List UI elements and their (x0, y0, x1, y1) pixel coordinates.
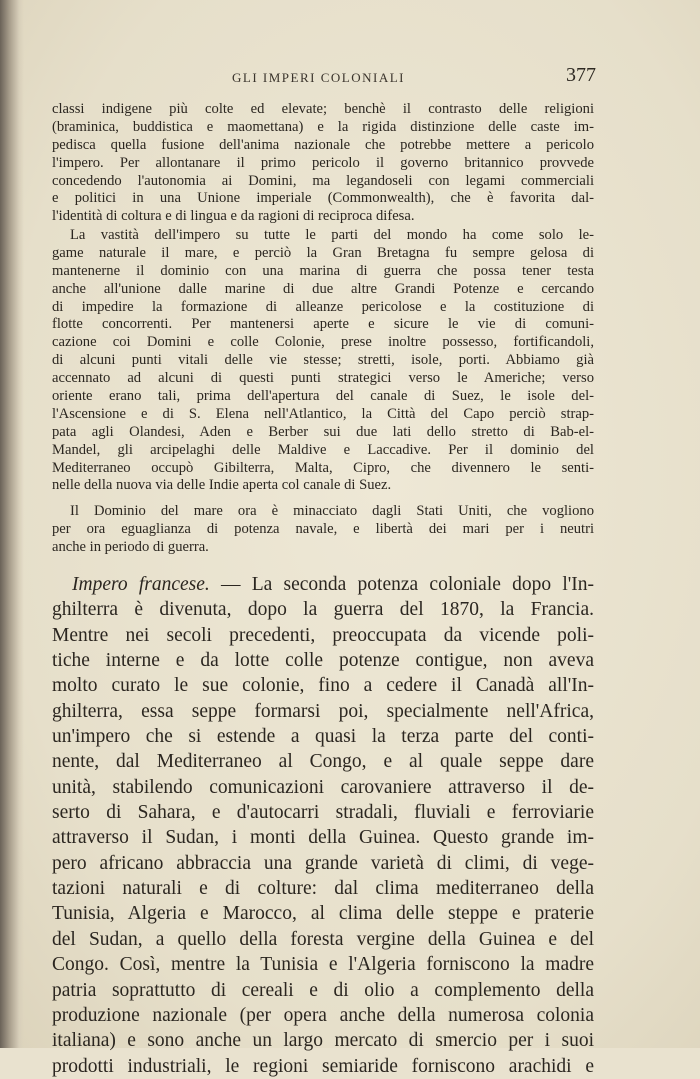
paragraph-2 (52, 227, 594, 495)
text-line: ghilterra è divenuta, dopo la guerra del 1870, la Francia. (52, 599, 594, 621)
text-line: mantenerne il dominio con una marina di guerra che possa tener testa (52, 262, 594, 279)
text-line: Mediterraneo occupò Gibilterra, Malta, Cipro, che divennero le senti- (52, 459, 594, 476)
text-line: l'identità di coltura e di lingua e da ragioni di reciproca difesa. (52, 208, 415, 225)
text-line: nelle della nuova via delle Indie aperta col canale di Suez. (52, 477, 392, 494)
text-line-rest: — La seconda potenza coloniale dopo l'In- (221, 574, 595, 595)
text-line: pedisca quella fusione dell'anima nazionale che potrebbe mettere a pericolo (52, 136, 594, 153)
page-number: 377 (566, 64, 596, 86)
text-line: Congo. Così, mentre la Tunisia e l'Algeria forniscono la madre (52, 954, 594, 976)
text-line: anche all'unione dalle marine di due altre Grandi Potenze e cercando (52, 280, 594, 297)
section-heading: Impero francese. (72, 574, 210, 595)
text-line: pero africano abbraccia una grande varietà di climi, di vege- (52, 852, 594, 874)
text-line: del Sudan, a quello della foresta vergine della Guinea e del (52, 928, 594, 950)
text-line: cazione coi Domini e colle Colonie, prese inoltre possesso, fortificandoli, (52, 334, 594, 351)
text-line: e politici in una Unione imperiale (Commonwealth), che è favorita dal- (52, 190, 594, 207)
text-line: (braminica, buddistica e maomettana) e la rigida distinzione delle caste im- (52, 118, 594, 135)
text-line: tazioni naturali e di colture: dal clima mediterraneo della (52, 878, 594, 900)
text-line: produzione nazionale (per opera anche della numerosa colonia (52, 1004, 594, 1026)
paragraph-3 (52, 503, 594, 557)
running-head: GLI IMPERI COLONIALI (232, 70, 405, 85)
text-line: ghilterra, essa seppe formarsi poi, specialmente nell'Africa, (52, 700, 594, 722)
text-line: patria soprattutto di cereali e di olio a complemento della (52, 979, 594, 1001)
text-line: La vastità dell'impero su tutte le parti del mondo ha come solo le- (70, 227, 594, 243)
text-line: un'impero che si estende a quasi la terza parte del conti- (52, 726, 594, 748)
paragraph-impero-francese (52, 572, 594, 1079)
text-line: l'Ascensione e di S. Elena nell'Atlantico, la Città del Capo perciò strap- (52, 405, 594, 422)
page-header (50, 64, 596, 96)
text-line: per ora eguaglianza di potenza navale, e libertà dei mari per i neutri (52, 520, 594, 537)
text-line: nente, dal Mediterraneo al Congo, e al quale seppe dare (52, 751, 594, 773)
text-line: serto di Sahara, e d'autocarri stradali, fluviali e ferroviarie (52, 802, 594, 824)
text-line: tiche interne e da lotte colle potenze contigue, non aveva (52, 650, 594, 672)
text-line: molto curato le sue colonie, fino a cedere il Canadà all'In- (52, 675, 594, 697)
paragraph-1 (52, 101, 594, 226)
text-line (52, 572, 594, 597)
text-line: Mandel, gli arcipelaghi delle Maldive e Laccadive. Per il dominio del (52, 441, 594, 458)
text-line: concedendo l'autonomia ai Domini, ma legandoseli con legami commerciali (52, 172, 594, 189)
text-line: prodotti industriali, le regioni semiaride forniscono arachidi e (52, 1055, 594, 1077)
text-line: oriente erano tali, prima dell'apertura del canale di Suez, le isole del- (52, 388, 594, 405)
text-line: di alcuni punti vitali delle vie stesse; stretti, isole, porti. Abbiamo già (52, 352, 594, 369)
text-line: anche in periodo di guerra. (52, 538, 209, 555)
text-line: di impedire la formazione di alleanze pericolose e la costituzione di (52, 298, 594, 315)
text-line: Mentre nei secoli precedenti, preoccupata da vicende poli- (52, 624, 594, 646)
text-line: flotte concorrenti. Per mantenersi aperte e sicure le vie di comuni- (52, 316, 594, 333)
text-line: classi indigene più colte ed elevate; benchè il contrasto delle religioni (52, 101, 594, 117)
text-line: game naturale il mare, e perciò la Gran Bretagna fu sempre gelosa di (52, 244, 594, 261)
text-line: pata agli Olandesi, Aden e Berber sui due lati dello stretto di Bab-el- (52, 423, 594, 440)
text-line: italiana) e sono anche un largo mercato di smercio per i suoi (52, 1030, 594, 1052)
text-line: unità, stabilendo comunicazioni carovaniere attraverso il de- (52, 776, 594, 798)
text-line: attraverso il Sudan, i monti della Guinea. Questo grande im- (52, 827, 594, 849)
book-spine-shadow (0, 0, 24, 1048)
text-line: Il Dominio del mare ora è minacciato dagli Stati Uniti, che vogliono (70, 503, 594, 519)
text-line: accennato ad alcuni di questi punti strategici verso le Americhe; verso (52, 370, 594, 387)
text-line: Tunisia, Algeria e Marocco, al clima delle steppe e praterie (52, 903, 594, 925)
text-line: l'impero. Per allontanare il primo pericolo il governo britannico provvede (52, 154, 594, 171)
